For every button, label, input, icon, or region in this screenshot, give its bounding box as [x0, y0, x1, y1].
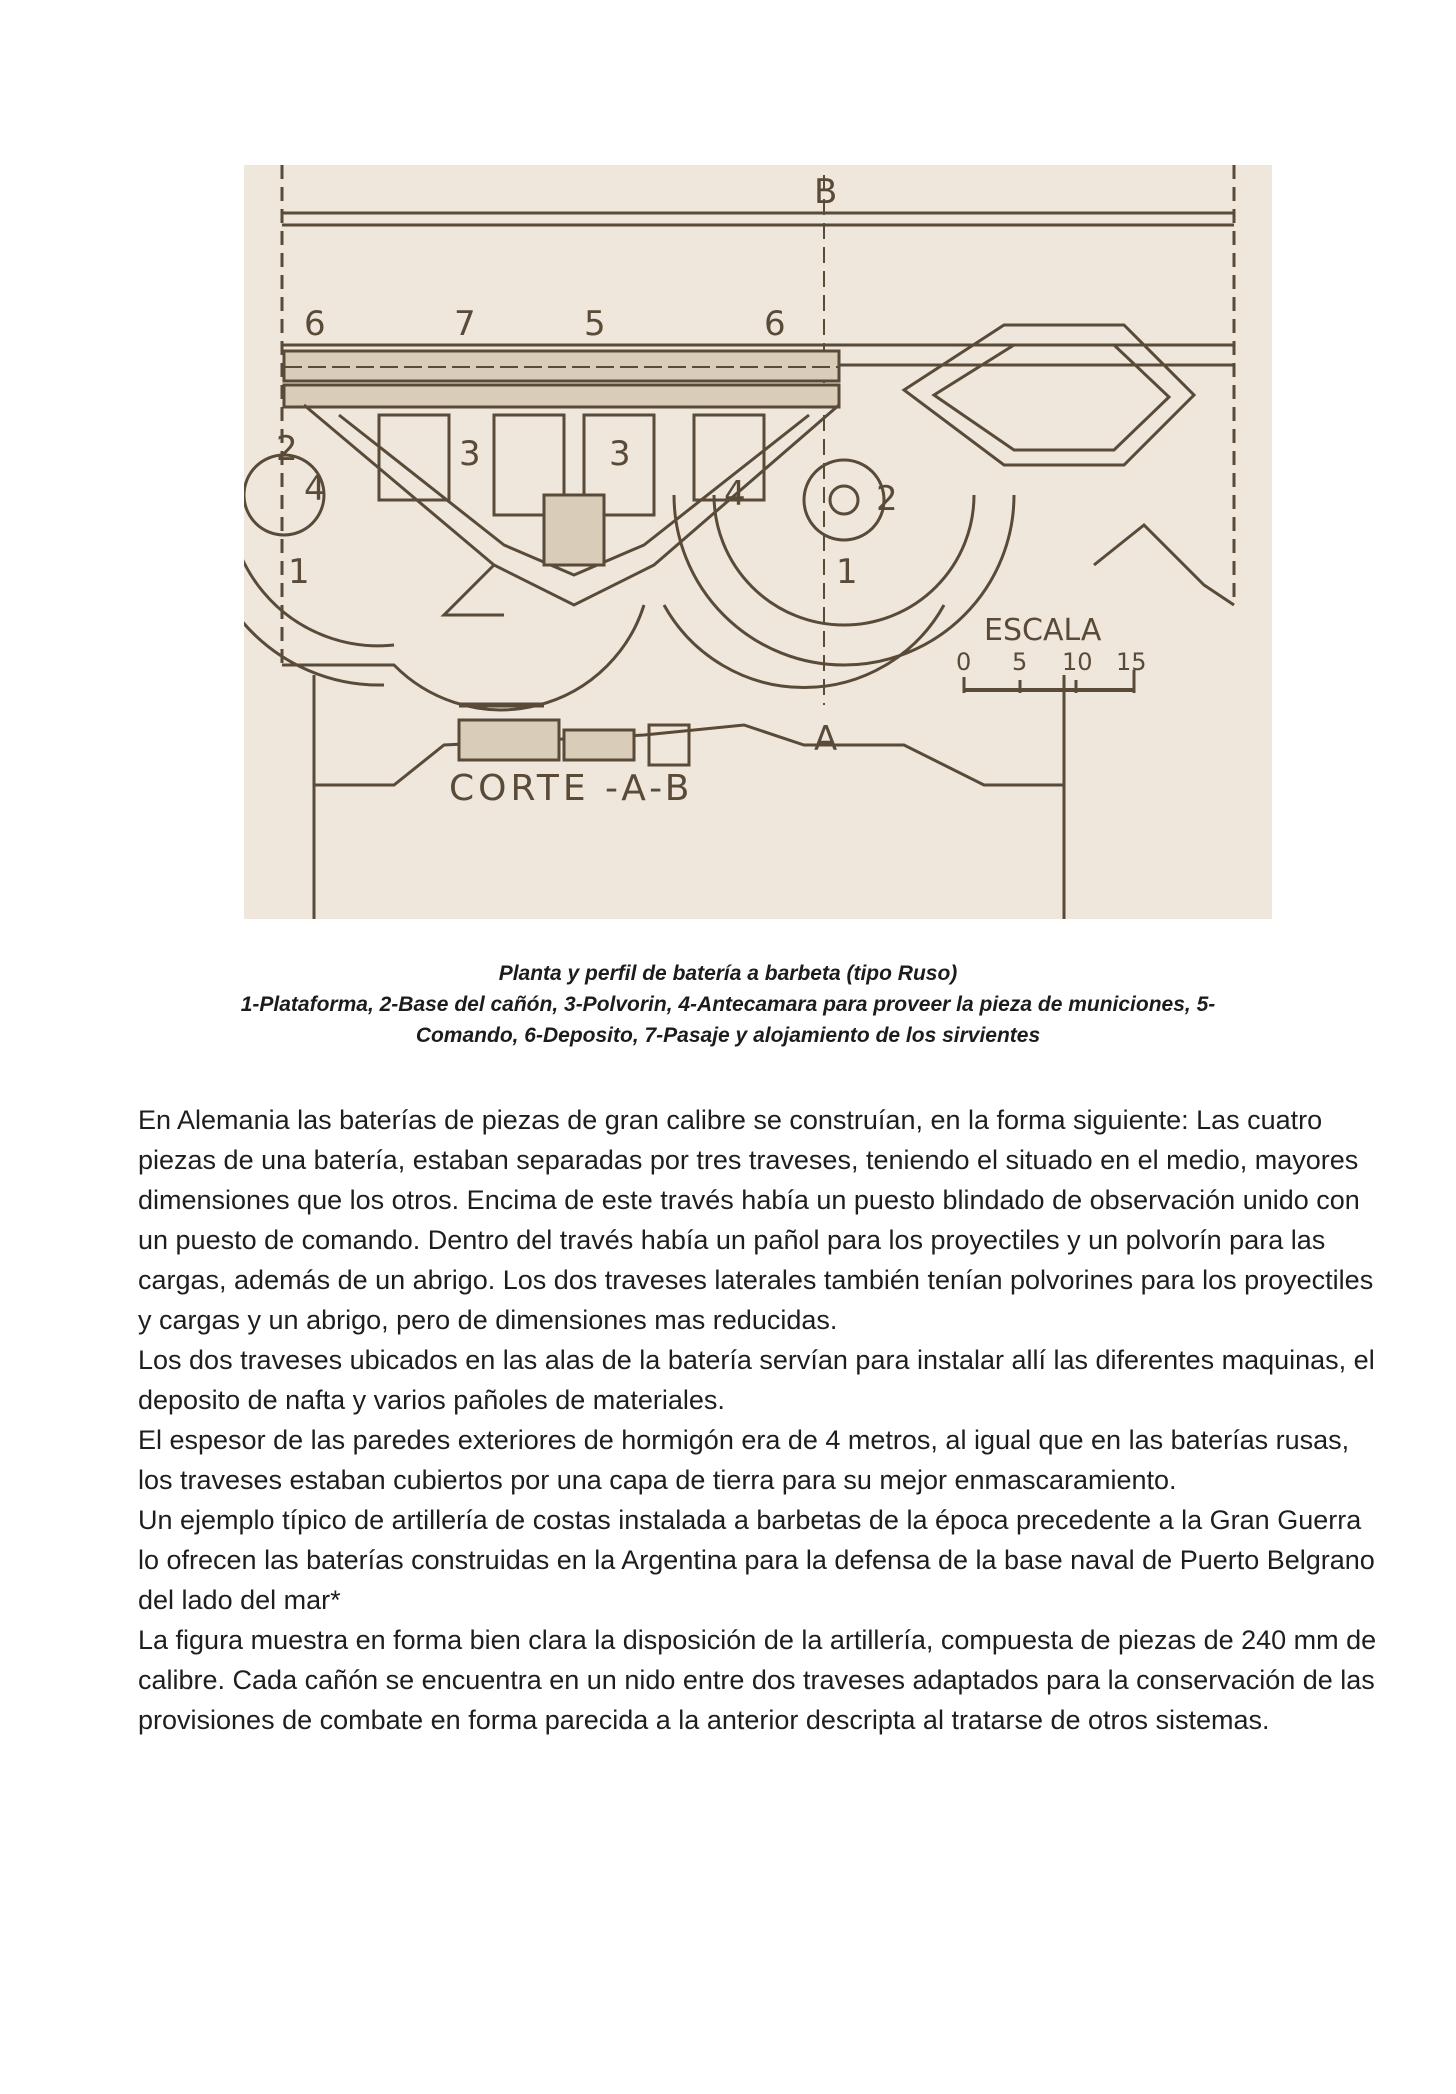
section-title: CORTE -A-B: [449, 768, 694, 809]
label-1a: 1: [288, 552, 310, 592]
lower-curve-left: [282, 605, 644, 710]
passage-band: [284, 385, 839, 407]
label-2b: 2: [876, 479, 898, 519]
paragraph-4: Un ejemplo típico de artillería de costas instalada a barbetas de la época precedente a la Gran Guerra lo ofrecen las baterías construidas en la Argentina para la defensa de la base naval de Puerto Belgrano del lado del mar*: [138, 1505, 1375, 1615]
label-3b: 3: [609, 434, 631, 474]
right-wedge: [1094, 525, 1234, 605]
paragraph-5: La figura muestra en forma bien clara la disposición de la artillería, compuesta de piezas de 240 mm de calibre. Cada cañón se encuentra en un nido entre dos traveses adaptados para la conservación de las provisiones de combate en forma parecida a la anterior descripta al tratarse de otros sistemas.: [138, 1625, 1377, 1735]
label-section-b: B: [814, 172, 838, 212]
magazine-left: [379, 415, 449, 500]
label-section-a: A: [814, 719, 838, 759]
battery-drawing: [244, 165, 1272, 919]
scale-label-15: 15: [1116, 648, 1147, 676]
label-6a: 6: [304, 304, 326, 344]
paragraph-1: En Alemania las baterías de piezas de gran calibre se construían, en la forma siguiente: Las cuatro piezas de una batería, estaban separadas por tres traveses, teniendo el situado en el medio, mayores dimensiones que los otros. Encima de este través había un puesto blindado de observación unido con un puesto de comando. Dentro del través había un pañol para los proyectiles y un polvorín para las cargas, además de un abrigo. Los dos traveses laterales también tenían polvorines para los proyectiles y cargas y un abrigo, pero de dimensiones mas reducidas.: [138, 1105, 1374, 1335]
label-3a: 3: [459, 434, 481, 474]
left-wedge: [444, 565, 504, 615]
label-6b: 6: [764, 304, 786, 344]
scale-label-0: 0: [956, 648, 972, 676]
battery-plan-figure: [244, 165, 1272, 919]
label-7: 7: [454, 304, 476, 344]
profile-gun-emplacement: [459, 720, 559, 760]
caption-title: Planta y perfil de batería a barbeta (tipo Ruso): [498, 962, 958, 985]
scale-label-5: 5: [1012, 648, 1028, 676]
label-1b: 1: [836, 552, 858, 592]
caption-legend-line2: Comando, 6-Deposito, 7-Pasaje y alojamiento de los sirvientes: [415, 1024, 1041, 1047]
command-post: [544, 495, 604, 565]
gun-base-right: [804, 460, 884, 540]
label-2a: 2: [276, 429, 298, 469]
caption-legend-line1: 1-Plataforma, 2-Base del cañón, 3-Polvorin, 4-Antecamara para proveer la pieza de municiones, 5-: [240, 993, 1216, 1016]
figure-caption: [150, 958, 1306, 1051]
label-4b: 4: [724, 474, 746, 514]
label-4a: 4: [304, 469, 326, 509]
scale-label-10: 10: [1062, 648, 1093, 676]
right-traverse-inner: [934, 345, 1169, 450]
body-text: [138, 1100, 1378, 1740]
paragraph-3: El espesor de las paredes exteriores de hormigón era de 4 metros, al igual que en las baterías rusas, los traveses estaban cubiertos por una capa de tierra para su mejor enmascaramiento.: [138, 1425, 1350, 1495]
paragraph-2: Los dos traveses ubicados en las alas de la batería servían para instalar allí las diferentes maquinas, el deposito de nafta y varios pañoles de materiales.: [138, 1345, 1375, 1415]
label-5: 5: [584, 304, 606, 344]
scale-title: ESCALA: [984, 613, 1102, 648]
